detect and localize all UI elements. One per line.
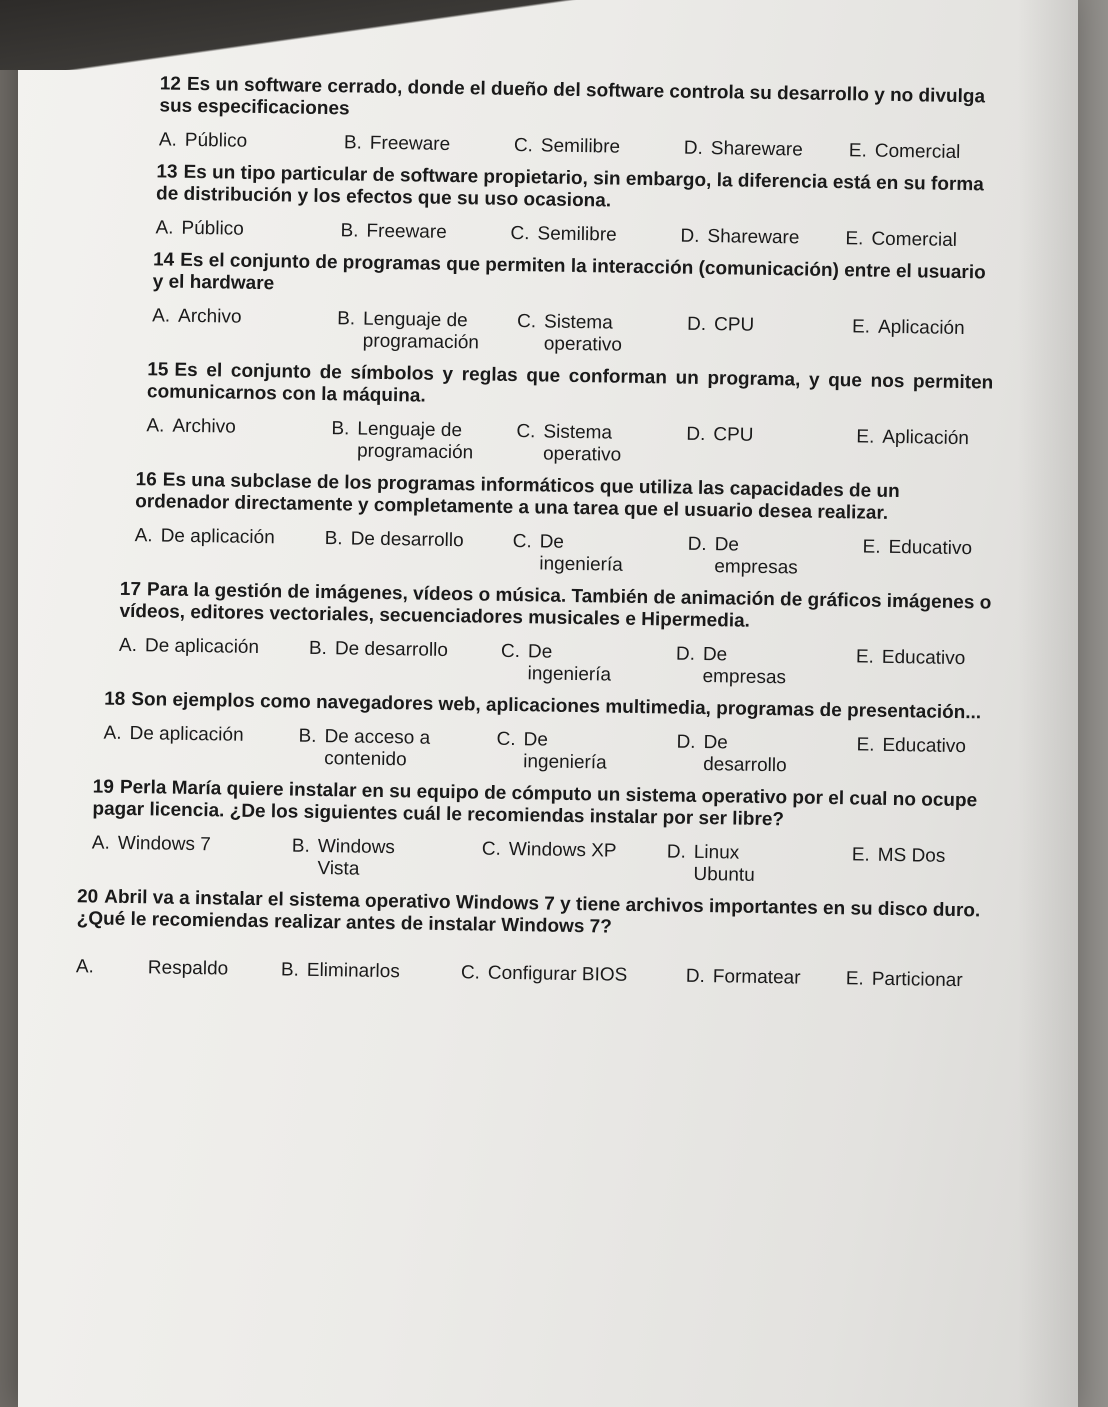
option-a[interactable]: A. De aplicación [103,722,244,746]
option-e[interactable]: E. Aplicación [856,426,970,450]
question-text: 14 Es el conjunto de programas que permiten la interacción (comunicación) entre el usuario y el hardware [152,249,986,295]
question-19 [91,776,996,890]
option-c[interactable]: C. Configurar BIOS [460,962,628,986]
page-edge-shade [1018,0,1108,1407]
option-b[interactable]: B. Eliminarlos [280,959,400,983]
option-c[interactable]: C. De ingeniería [512,531,623,576]
question-14 [152,249,987,362]
option-c[interactable]: C. Semilibre [510,222,617,246]
option-e[interactable]: E. Educativo [855,646,966,670]
question-number: 20 [76,886,99,908]
question-text: 12 Es un software cerrado, donde el dueño del software controla su desarrollo y no divulga sus especificaciones [159,73,986,120]
option-a[interactable]: A. De aplicación [134,525,275,549]
question-15 [146,359,993,472]
question-text: 16 Es una subclase de los programas informáticos que utiliza las capacidades de un ordenador directamente y completamente a una tarea que el usuario desea realizar. [135,469,900,524]
question-number: 18 [103,688,126,710]
option-b[interactable]: B. Freeware [340,220,447,243]
option-e[interactable]: E. MS Dos [851,844,946,867]
option-e[interactable]: E. Particionar [845,968,963,992]
question-text: 17 Para la gestión de imágenes, vídeos o música. También de animación de gráficos imágenes o vídeos, editores vectoriales, secuenciadores musicales e Hipermedia. [119,578,992,632]
question-text: 13 Es un tipo particular de software propietario, sin embargo, la diferencia está en su forma de distribución y los efectos que su uso ocasiona. [155,161,984,212]
option-c[interactable]: C. Sistema operativo [516,311,623,356]
option-row [155,217,987,252]
question-13 [155,161,988,252]
option-b[interactable]: B. De desarrollo [308,637,449,662]
option-d[interactable]: D. CPU [686,423,754,446]
option-d[interactable]: D. Formatear [685,965,801,989]
option-c[interactable]: C. De ingeniería [500,640,612,686]
question-number: 13 [156,161,178,183]
option-b[interactable]: B. Lenguaje de programación [331,418,474,464]
option-row [103,723,998,781]
option-e[interactable]: E. Comercial [845,228,958,251]
option-row [76,956,994,992]
option-e[interactable]: E. Educativo [862,536,973,560]
option-d[interactable]: D. Shareware [683,137,803,161]
option-e[interactable]: E. Educativo [856,734,967,758]
option-b[interactable]: B. Lenguaje de programación [336,308,480,354]
question-number: 12 [159,73,182,95]
question-text: 20 Abril va a instalar el sistema operativo Windows 7 y tiene archivos importantes en su disco duro. ¿Qué le recomiendas realizar antes de instalar Windows 7? [76,886,981,938]
option-row [134,525,995,583]
question-number: 19 [92,776,115,798]
question-12 [159,73,990,164]
question-20 [76,886,995,992]
question-17 [118,579,999,693]
question-18 [103,689,998,781]
option-b[interactable]: B. Freeware [343,132,451,155]
option-a[interactable]: A. Archivo [146,415,236,438]
option-d[interactable]: D. CPU [686,313,755,336]
option-row [146,415,993,472]
option-e[interactable]: E. Aplicación [851,316,965,340]
option-d[interactable]: D. Linux Ubuntu [666,841,755,886]
option-a[interactable]: A. Archivo [152,305,242,328]
option-a[interactable]: A. Respaldo [75,956,229,980]
option-c[interactable]: C. Semilibre [513,134,621,158]
option-b[interactable]: B. Windows Vista [291,835,396,880]
option-row [159,129,989,164]
option-row [118,635,999,693]
option-a[interactable]: A. Público [158,129,248,152]
option-c[interactable]: C. Sistema operativo [516,421,622,466]
option-c[interactable]: C. De ingeniería [496,728,607,774]
question-number: 16 [135,469,157,491]
option-d[interactable]: D. De empresas [687,533,798,579]
option-d[interactable]: D. Shareware [680,225,800,249]
option-a[interactable]: A. Público [155,217,244,240]
option-row [91,832,996,890]
option-d[interactable]: D. De empresas [675,643,787,689]
question-number: 15 [147,359,169,381]
question-16 [134,469,995,582]
question-number: 17 [119,578,142,601]
question-text: 18 Son ejemplos como navegadores web, aplicaciones multimedia, programas de presentación... [103,688,982,724]
option-a[interactable]: A. De aplicación [118,634,260,659]
question-list [56,72,1010,1003]
option-e[interactable]: E. Comercial [848,140,961,163]
background-shadow [0,0,1108,70]
option-row [152,305,987,362]
question-text: 19 Perla María quiere instalar en su equipo de cómputo un sistema operativo por el cual no ocupe pagar licencia. ¿De los siguientes cuál le recomiendas instalar por ser libre? [92,776,978,831]
question-text: 15 Es el conjunto de símbolos y reglas que conforman un programa, y que nos permiten comunicarnos con la máquina. [146,359,994,407]
option-d[interactable]: D. De desarrollo [676,731,787,777]
option-a[interactable]: A. Windows 7 [91,832,211,856]
option-b[interactable]: B. De acceso a contenido [298,725,431,771]
option-c[interactable]: C. Windows XP [481,838,617,862]
question-number: 14 [152,249,175,271]
option-b[interactable]: B. De desarrollo [324,528,464,552]
